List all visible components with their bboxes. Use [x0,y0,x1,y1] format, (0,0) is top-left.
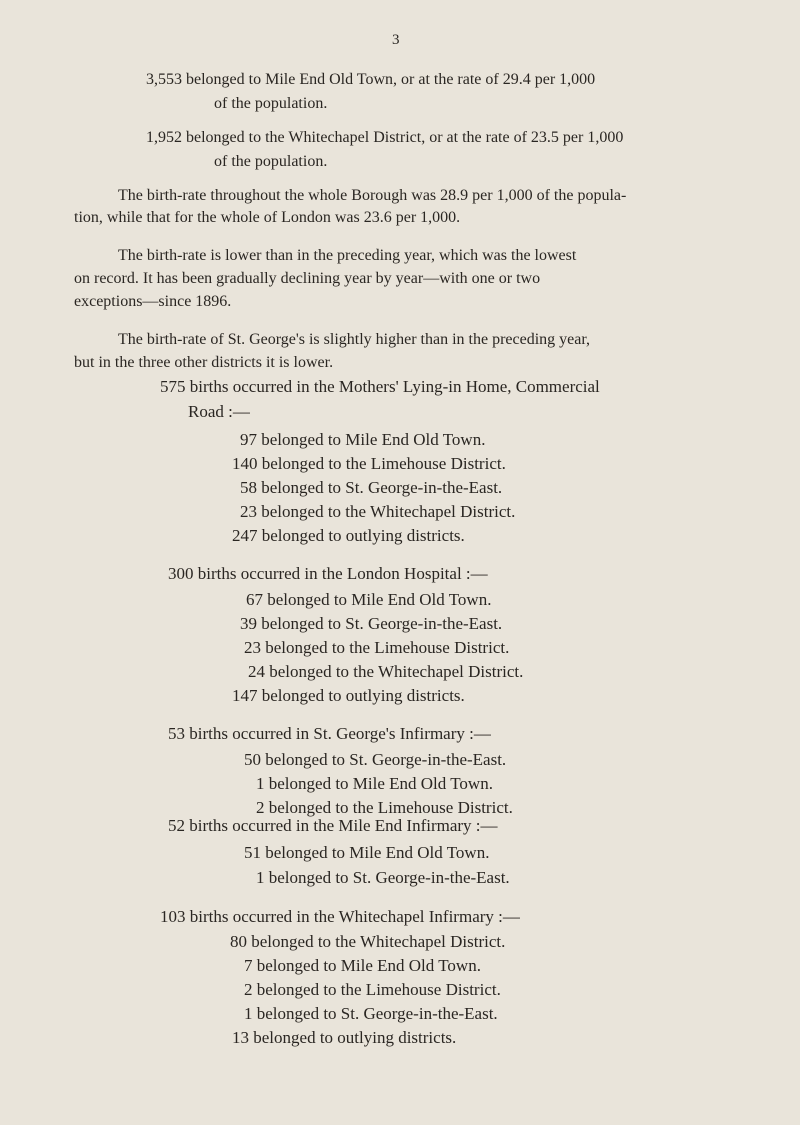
list-item: 147 belonged to outlying districts. [232,686,465,705]
section-heading: 53 births occurred in St. George's Infirmary :— [168,724,491,743]
list-item: 23 belonged to the Whitechapel District. [240,502,516,521]
paragraph-line: on record. It has been gradually declining year by year—with one or two [74,270,541,287]
intro-line: of the population. [214,95,328,112]
section-heading: 575 births occurred in the Mothers' Lying-in Home, Commercial [160,377,600,396]
paragraph-line: The birth-rate is lower than in the preceding year, which was the lowest [118,247,577,264]
list-item: 67 belonged to Mile End Old Town. [246,590,492,609]
section-heading: 103 births occurred in the Whitechapel Infirmary :— [160,907,520,926]
paragraph-line: The birth-rate of St. George's is slightly higher than in the preceding year, [118,331,591,348]
section-heading: 52 births occurred in the Mile End Infirmary :— [168,816,498,835]
list-item: 58 belonged to St. George-in-the-East. [240,478,503,497]
intro-line: of the population. [214,153,328,170]
list-item: 97 belonged to Mile End Old Town. [240,430,486,449]
list-item: 1 belonged to St. George-in-the-East. [256,868,510,887]
intro-line: 3,553 belonged to Mile End Old Town, or at the rate of 29.4 per 1,000 [146,71,596,88]
paragraph-line: exceptions—since 1896. [74,293,232,310]
list-item: 23 belonged to the Limehouse District. [244,638,510,657]
paragraph-line: The birth-rate throughout the whole Borough was 28.9 per 1,000 of the popula- [118,187,627,204]
list-item: 51 belonged to Mile End Old Town. [244,843,490,862]
list-item: 80 belonged to the Whitechapel District. [230,932,506,951]
section-heading: Road :— [188,402,250,421]
list-item: 39 belonged to St. George-in-the-East. [240,614,503,633]
list-item: 50 belonged to St. George-in-the-East. [244,750,507,769]
list-item: 140 belonged to the Limehouse District. [232,454,506,473]
list-item: 7 belonged to Mile End Old Town. [244,956,481,975]
section-heading: 300 births occurred in the London Hospital :— [168,564,488,583]
list-item: 13 belonged to outlying districts. [232,1028,457,1047]
paragraph-line: tion, while that for the whole of London was 23.6 per 1,000. [74,209,461,226]
list-item: 1 belonged to Mile End Old Town. [256,774,493,793]
intro-line: 1,952 belonged to the Whitechapel District, or at the rate of 23.5 per 1,000 [146,129,624,146]
list-item: 2 belonged to the Limehouse District. [256,798,513,817]
list-item: 1 belonged to St. George-in-the-East. [244,1004,498,1023]
paragraph-line: but in the three other districts it is lower. [74,354,334,371]
list-item: 24 belonged to the Whitechapel District. [248,662,524,681]
page-number: 3 [392,32,400,48]
list-item: 2 belonged to the Limehouse District. [244,980,501,999]
list-item: 247 belonged to outlying districts. [232,526,465,545]
